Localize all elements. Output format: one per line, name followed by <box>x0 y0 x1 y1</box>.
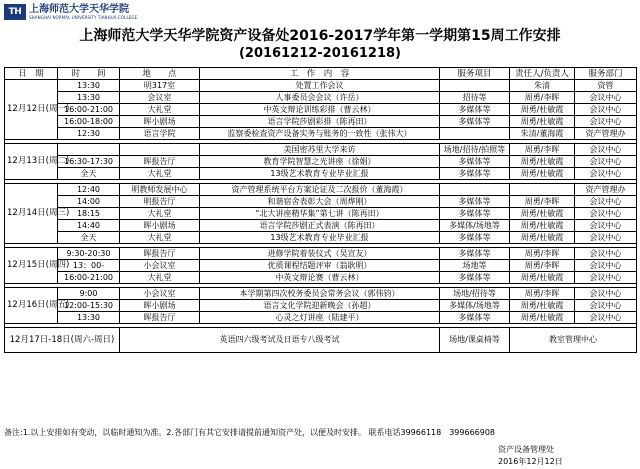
cell-service: 多媒体/场地等 <box>440 220 510 232</box>
cell-time: 13:30 <box>58 92 120 104</box>
cell-time: 16:30-17:30 <box>58 156 120 168</box>
cell-time: 14:00 <box>58 196 120 208</box>
table-row <box>5 196 637 208</box>
cell-place: 明报告厅 <box>120 196 200 208</box>
cell-person: 周勇/杜敏霞 <box>510 168 575 180</box>
cell-service: 多媒体等 <box>440 272 510 284</box>
cell-content: 中英文辩论赛（曹云林） <box>200 272 440 284</box>
table-row <box>5 144 637 156</box>
cell-place: 晖小剧场 <box>120 300 200 312</box>
cell-dept: 会议中心 <box>575 312 637 324</box>
cell-dept: 会议中心 <box>575 144 637 156</box>
document-title: 上海师范大学天华学院资产设备处2016-2017学年第一学期第15周工作安排 <box>79 28 561 44</box>
cell-dept: 会议中心 <box>575 220 637 232</box>
cell-dept: 会议中心 <box>575 168 637 180</box>
weekend-date: 12月17日-18日(周六-周日) <box>5 328 120 353</box>
cell-content: 13级艺术教育专业毕业汇报 <box>200 232 440 244</box>
footer-note: 备注:1.以上安排如有变动，以临时通知为准。2.各部门有其它安排请提前通知资产处，以便及时安排。 联系电话39966118 399666908 <box>4 428 496 437</box>
cell-date: 12月16日(周五) <box>5 288 58 324</box>
table-row <box>5 248 637 260</box>
table-row <box>5 272 637 284</box>
cell-content: 监察委检查资产设备实务与账务的一致性（张伟大） <box>200 128 440 140</box>
cell-dept: 资管 <box>575 80 637 92</box>
cell-content: 和谐宿舍表彰大会（周烨刚） <box>200 196 440 208</box>
cell-time <box>58 144 120 156</box>
cell-service: 场地/招待/拍照等 <box>440 144 510 156</box>
cell-date: 12月13日(周二) <box>5 144 58 180</box>
cell-dept: 会议中心 <box>575 116 637 128</box>
header-content: 工 作 内 容 <box>200 68 440 80</box>
cell-time: 全天 <box>58 232 120 244</box>
table-row <box>5 312 637 324</box>
cell-place: 晖报告厅 <box>120 248 200 260</box>
cell-person: 周勇/杜敏霞 <box>510 104 575 116</box>
cell-dept: 资产管理办 <box>575 184 637 196</box>
cell-place: 晖小剧场 <box>120 220 200 232</box>
table-row <box>5 92 637 104</box>
cell-place: 语言学院 <box>120 128 200 140</box>
cell-person: 周勇/李晖 <box>510 248 575 260</box>
header-place: 地 点 <box>120 68 200 80</box>
footer-date: 2016年12月12日 <box>498 457 563 466</box>
cell-content: 优质课程结题评审（翁耿明） <box>200 260 440 272</box>
cell-place: 大礼堂 <box>120 208 200 220</box>
cell-dept: 会议中心 <box>575 104 637 116</box>
cell-content: 进修学院着装仪式（吴宣友） <box>200 248 440 260</box>
header-service: 服务项目 <box>440 68 510 80</box>
cell-person: 周勇/李晖 <box>510 196 575 208</box>
cell-place: 明317室 <box>120 80 200 92</box>
cell-content: 语言学院莎剧彩排（陈再田） <box>200 116 440 128</box>
table-row <box>5 116 637 128</box>
table-header-row <box>5 68 637 80</box>
cell-content: 心灵之灯讲座（陆建平） <box>200 312 440 324</box>
weekend-row <box>5 328 637 353</box>
cell-dept: 会议中心 <box>575 260 637 272</box>
cell-person: 周勇/杜敏霞 <box>510 208 575 220</box>
cell-time: 13:30 <box>58 312 120 324</box>
cell-content: 处置工作会议 <box>200 80 440 92</box>
cell-time: 9:30-20:30 <box>58 248 120 260</box>
weekend-content: 英语四六级考试及日语专八级考试 <box>120 328 440 353</box>
table-row <box>5 156 637 168</box>
cell-person: 周勇/杜敏霞 <box>510 116 575 128</box>
cell-service: 多媒体等 <box>440 312 510 324</box>
cell-time: 12:00-15:30 <box>58 300 120 312</box>
cell-place: 晖小剧场 <box>120 116 200 128</box>
table-row <box>5 208 637 220</box>
cell-person: 周勇/李晖 <box>510 260 575 272</box>
cell-date: 12月12日(周一) <box>5 80 58 140</box>
cell-place: 大礼堂 <box>120 232 200 244</box>
cell-place: 小会议室 <box>120 288 200 300</box>
cell-time: 16:00-18:00 <box>58 116 120 128</box>
cell-service <box>440 128 510 140</box>
header-person: 责任人/负责人 <box>510 68 575 80</box>
cell-service: 多媒体等 <box>440 208 510 220</box>
cell-dept: 会议中心 <box>575 288 637 300</box>
table-row <box>5 220 637 232</box>
table-row <box>5 184 637 196</box>
cell-time: 13：00- <box>58 260 120 272</box>
schedule-table <box>4 67 637 353</box>
cell-dept: 会议中心 <box>575 92 637 104</box>
cell-service: 多媒体等 <box>440 156 510 168</box>
header-date: 日 期 <box>5 68 58 80</box>
cell-service: 场地/招待等 <box>440 288 510 300</box>
table-row <box>5 128 637 140</box>
cell-person: 周勇/李晖 <box>510 92 575 104</box>
cell-content: “北大讲座精华集”第七讲（陈再田） <box>200 208 440 220</box>
cell-dept: 会议中心 <box>575 156 637 168</box>
table-row <box>5 80 637 92</box>
weekend-service: 场地/课桌椅等 <box>440 328 510 353</box>
cell-place <box>120 144 200 156</box>
cell-content: 本学期第四次校务委员会常务会议（郭伟钧） <box>200 288 440 300</box>
cell-content: 教育学院智慧之光讲座（徐娟） <box>200 156 440 168</box>
cell-person: 周勇/李晖 <box>510 144 575 156</box>
cell-person: 朱清/董海霞 <box>510 128 575 140</box>
cell-person <box>510 184 575 196</box>
cell-person: 周勇/杜敏霞 <box>510 300 575 312</box>
cell-service: 多媒体等 <box>440 196 510 208</box>
cell-dept: 会议中心 <box>575 208 637 220</box>
cell-dept: 会议中心 <box>575 232 637 244</box>
schedule-body <box>5 80 637 353</box>
cell-person: 周勇/杜敏霞 <box>510 156 575 168</box>
logo-chinese-name: 上海师范大学天华学院 <box>29 4 129 15</box>
cell-dept: 会议中心 <box>575 272 637 284</box>
cell-service: 多媒体等 <box>440 248 510 260</box>
cell-content: 美国密苏里大学来访 <box>200 144 440 156</box>
cell-time: 14:40 <box>58 220 120 232</box>
cell-service: 多媒体/场地等 <box>440 300 510 312</box>
cell-place: 会议室 <box>120 92 200 104</box>
cell-content: 中英文辩论训练彩排（曹云林） <box>200 104 440 116</box>
cell-time: 13:30 <box>58 80 120 92</box>
table-row <box>5 288 637 300</box>
cell-person: 周勇/杜敏霞 <box>510 232 575 244</box>
cell-place: 明教师发展中心 <box>120 184 200 196</box>
cell-service <box>440 80 510 92</box>
cell-place: 大礼堂 <box>120 104 200 116</box>
cell-date: 12月15日(周四) <box>5 248 58 284</box>
cell-content: 资产管理系统平台方案论证及二次报价（董海霞） <box>200 184 440 196</box>
cell-dept: 会议中心 <box>575 300 637 312</box>
cell-dept: 资产管理办 <box>575 128 637 140</box>
cell-date: 12月14日(周三) <box>5 184 58 244</box>
cell-time: 12:30 <box>58 128 120 140</box>
table-row <box>5 232 637 244</box>
document-subtitle: (20161212-20161218) <box>238 46 401 61</box>
cell-person: 朱清 <box>510 80 575 92</box>
cell-time: 16:00-21:00 <box>58 104 120 116</box>
cell-dept: 会议中心 <box>575 248 637 260</box>
table-row <box>5 260 637 272</box>
table-row <box>5 104 637 116</box>
cell-service: 多媒体等 <box>440 232 510 244</box>
cell-place: 晖报告厅 <box>120 156 200 168</box>
logo-mark: TH <box>4 4 26 20</box>
cell-place: 小会议室 <box>120 260 200 272</box>
logo-text <box>29 4 137 20</box>
header-dept: 服务部门 <box>575 68 637 80</box>
cell-service: 多媒体等 <box>440 168 510 180</box>
cell-service: 招待等 <box>440 92 510 104</box>
table-row <box>5 300 637 312</box>
cell-content: 13级艺术教育专业毕业汇报 <box>200 168 440 180</box>
header-time: 时 间 <box>58 68 120 80</box>
cell-content: 人事委员会会议（许岳） <box>200 92 440 104</box>
cell-content: 语言学院莎剧正式表演（陈再田） <box>200 220 440 232</box>
cell-service: 多媒体等 <box>440 116 510 128</box>
cell-service: 场地等 <box>440 260 510 272</box>
cell-place: 大礼堂 <box>120 168 200 180</box>
cell-time: 12:40 <box>58 184 120 196</box>
table-row <box>5 168 637 180</box>
cell-dept: 会议中心 <box>575 196 637 208</box>
cell-service <box>440 184 510 196</box>
college-logo <box>4 2 137 22</box>
cell-content: 语言文化学院迎新晚会（孙超） <box>200 300 440 312</box>
cell-person: 周勇/杜敏霞 <box>510 312 575 324</box>
footer-signature: 资产设备管理处 <box>498 445 554 454</box>
cell-time: 16:00-21:00 <box>58 272 120 284</box>
cell-service: 多媒体等 <box>440 104 510 116</box>
cell-time: 9:00 <box>58 288 120 300</box>
cell-person: 周勇/李晖 <box>510 288 575 300</box>
cell-person: 周勇/杜敏霞 <box>510 272 575 284</box>
logo-english-name: SHANGHAI NORMAL UNIVERSITY TIANHUA COLLEGE <box>29 15 138 20</box>
cell-time: 全天 <box>58 168 120 180</box>
weekend-dept: 教室管理中心 <box>510 328 637 353</box>
cell-person: 周勇/杜敏霞 <box>510 220 575 232</box>
cell-place: 晖报告厅 <box>120 312 200 324</box>
cell-place: 大礼堂 <box>120 272 200 284</box>
cell-time: 18:15 <box>58 208 120 220</box>
